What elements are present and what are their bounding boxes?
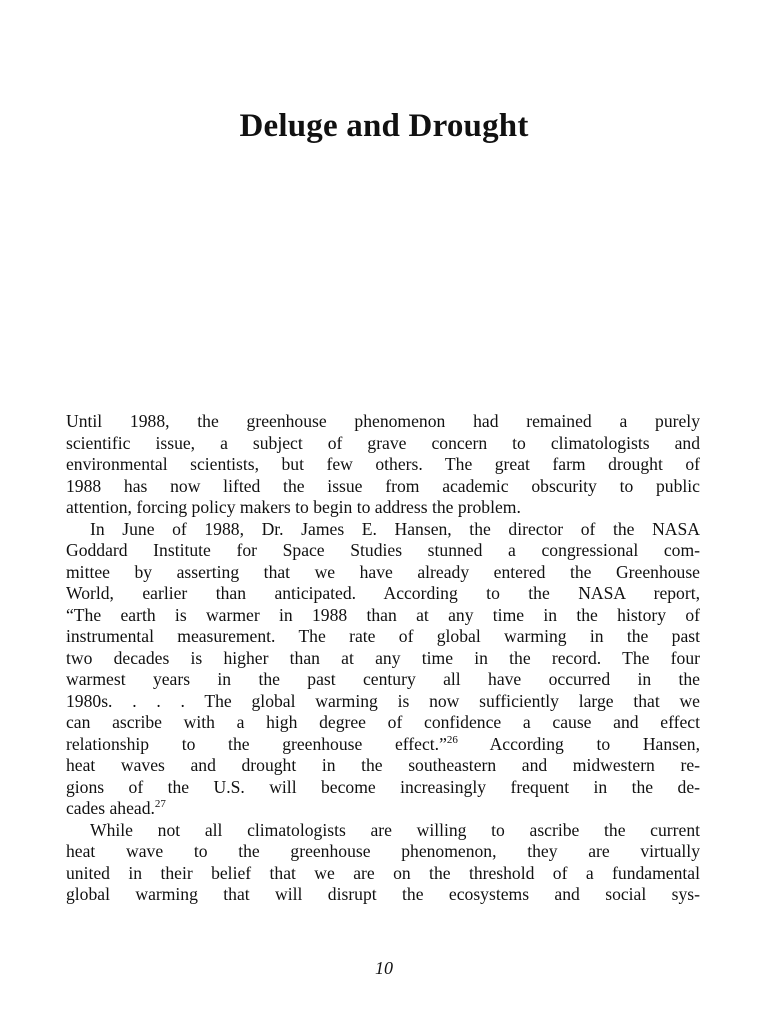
text-continuation: According to Hansen, (457, 733, 700, 754)
body-text (66, 411, 700, 906)
footnote-reference: 27 (154, 798, 166, 811)
text-line (66, 734, 700, 756)
text-line: “The earth is warmer in 1988 than at any time in the history of (66, 604, 700, 625)
text-line: global warming that will disrupt the ecosystems and social sys- (66, 884, 700, 904)
text-line (66, 798, 700, 820)
text-line: In June of 1988, Dr. James E. Hansen, the director of the NASA (90, 518, 700, 539)
text-line: two decades is higher than at any time in the record. The four (66, 647, 700, 668)
quote-end-text: relationship to the greenhouse effect.” (66, 733, 447, 754)
text-line: While not all climatologists are willing to ascribe the current (90, 819, 700, 840)
text-line: heat waves and drought in the southeastern and midwestern re- (66, 755, 700, 775)
text-line: Goddard Institute for Space Studies stunned a congressional com- (66, 540, 700, 560)
text-line: 1988 has now lifted the issue from academic obscurity to public (66, 475, 700, 496)
text-line: 1980s. . . . The global warming is now sufficiently large that we (66, 690, 700, 711)
text-line: mittee by asserting that we have already entered the Greenhouse (66, 561, 700, 582)
chapter-title: Deluge and Drought (239, 108, 529, 144)
text-line: can ascribe with a high degree of confidence a cause and effect (66, 712, 700, 732)
text-line: gions of the U.S. will become increasingly frequent in the de- (66, 776, 700, 797)
page-number: 10 (375, 958, 393, 978)
text-line: heat wave to the greenhouse phenomenon, they are virtually (66, 841, 700, 861)
footnote-reference: 26 (446, 733, 458, 746)
text-segment: cades ahead. (66, 798, 155, 818)
text-line: scientific issue, a subject of grave concern to climatologists and (66, 432, 700, 453)
text-line: environmental scientists, but few others. The great farm drought of (66, 454, 700, 474)
text-line: united in their belief that we are on the threshold of a fundamental (66, 862, 700, 883)
text-line: World, earlier than anticipated. According to the NASA report, (66, 583, 700, 603)
text-line: attention, forcing policy makers to begin to address the problem. (66, 497, 521, 517)
text-line: Until 1988, the greenhouse phenomenon had remained a purely (66, 411, 700, 431)
text-line: instrumental measurement. The rate of global warming in the past (66, 626, 700, 646)
text-line: warmest years in the past century all have occurred in the (66, 669, 700, 689)
